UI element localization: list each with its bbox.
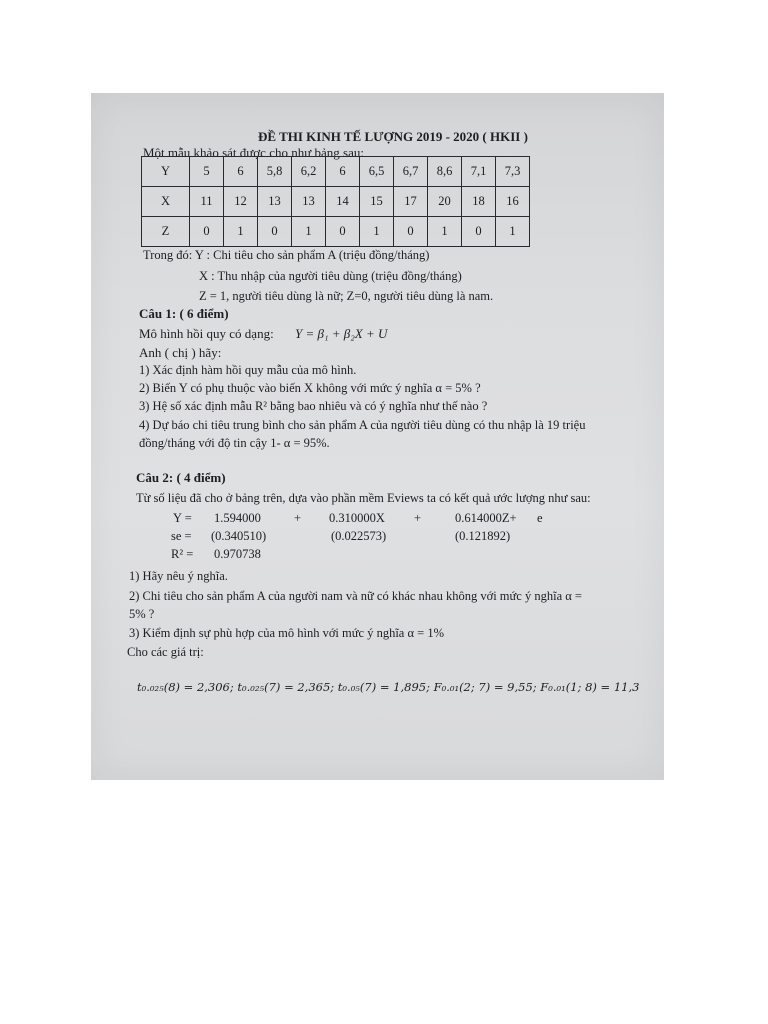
table-cell: 0 [326, 217, 360, 247]
q1-item: 1) Xác định hàm hồi quy mẫu của mô hình. [139, 363, 357, 377]
se-x: (0.022573) [331, 529, 387, 543]
note-y: Trong đó: Y : Chi tiêu cho sản phẩm A (triệu đồng/tháng) [143, 248, 430, 262]
exam-title: ĐỀ THI KINH TẾ LƯỢNG 2019 - 2020 ( HKII ) [258, 129, 528, 144]
q2-intro: Từ số liệu đã cho ở bảng trên, dựa vào phần mềm Eviews ta có kết quả ước lượng như sau: [136, 491, 591, 505]
table-row [142, 187, 530, 217]
q1-item: 2) Biến Y có phụ thuộc vào biến X không với mức ý nghĩa α = 5% ? [139, 381, 481, 395]
table-cell: 5 [190, 157, 224, 187]
table-cell: 0 [190, 217, 224, 247]
q2-item: 2) Chi tiêu cho sản phẩm A của người nam và nữ có khác nhau không với mức ý nghĩa α = [129, 589, 582, 603]
note-z: Z = 1, người tiêu dùng là nữ; Z=0, người tiêu dùng là nam. [199, 289, 494, 303]
table-cell: 7,3 [496, 157, 530, 187]
reg-coef-x: 0.310000X [329, 511, 385, 525]
reg-error: e [537, 511, 543, 525]
q1-model-formula: Y = β₁ + β₂X + U [295, 326, 388, 341]
table-cell: 1 [428, 217, 462, 247]
table-cell: 0 [462, 217, 496, 247]
exam-paper-photo [91, 93, 664, 780]
table-cell: 5,8 [258, 157, 292, 187]
table-cell: 11 [190, 187, 224, 217]
r2-value: 0.970738 [214, 547, 261, 561]
q2-item: 5% ? [129, 607, 155, 621]
table-cell: 1 [292, 217, 326, 247]
q1-item: 4) Dự báo chi tiêu trung bình cho sản phẩm A của người tiêu dùng có thu nhập là 19 triệu [139, 418, 586, 432]
table-cell: 6,5 [360, 157, 394, 187]
reg-coef-z: 0.614000Z+ [455, 511, 517, 525]
data-table [141, 156, 530, 247]
table-cell: 15 [360, 187, 394, 217]
reg-plus: + [294, 511, 302, 525]
q2-item: 3) Kiểm định sự phù hợp của mô hình với mức ý nghĩa α = 1% [129, 626, 444, 640]
table-cell: 13 [258, 187, 292, 217]
reg-y-label: Y = [173, 511, 192, 525]
table-cell: 6 [224, 157, 258, 187]
q1-ask: Anh ( chị ) hãy: [139, 345, 222, 360]
q1-item: 3) Hệ số xác định mẫu R² bằng bao nhiêu và có ý nghĩa như thế nào ? [139, 399, 488, 413]
note-x: X : Thu nhập của người tiêu dùng (triệu đồng/tháng) [199, 269, 462, 283]
table-cell: 7,1 [462, 157, 496, 187]
values-label: Cho các giá trị: [127, 645, 204, 659]
table-cell: 6,2 [292, 157, 326, 187]
table-row [142, 157, 530, 187]
q2-item: 1) Hãy nêu ý nghĩa. [129, 569, 228, 583]
table-cell: 1 [496, 217, 530, 247]
row-label: Y [142, 157, 190, 187]
table-cell: 0 [258, 217, 292, 247]
table-cell: 8,6 [428, 157, 462, 187]
reg-plus: + [414, 511, 422, 525]
se-label: se = [171, 529, 192, 543]
r2-label: R² = [171, 547, 194, 561]
table-cell: 13 [292, 187, 326, 217]
se-intercept: (0.340510) [211, 529, 267, 543]
q1-heading: Câu 1: ( 6 điểm) [139, 306, 229, 321]
table-row [142, 217, 530, 247]
intro-text: Một mẫu khảo sát được cho như bảng sau: [143, 145, 364, 160]
table-cell: 1 [224, 217, 258, 247]
table-cell: 12 [224, 187, 258, 217]
reg-intercept: 1.594000 [214, 511, 261, 525]
table-cell: 6 [326, 157, 360, 187]
table-cell: 6,7 [394, 157, 428, 187]
table-cell: 17 [394, 187, 428, 217]
q2-heading: Câu 2: ( 4 điểm) [136, 470, 226, 485]
row-label: X [142, 187, 190, 217]
table-cell: 1 [360, 217, 394, 247]
critical-values: t₀.₀₂₅(8) = 2,306; t₀.₀₂₅(7) = 2,365; t₀.₀₅(7) = 1,895; F₀.₀₁(2; 7) = 9,55; F₀.₀₁(1; 8) = 11,3 [137, 680, 640, 694]
table-cell: 16 [496, 187, 530, 217]
table-cell: 20 [428, 187, 462, 217]
table-cell: 14 [326, 187, 360, 217]
table-cell: 0 [394, 217, 428, 247]
table-cell: 18 [462, 187, 496, 217]
row-label: Z [142, 217, 190, 247]
se-z: (0.121892) [455, 529, 511, 543]
q1-model-label: Mô hình hồi quy có dạng: [139, 326, 274, 341]
q1-item: đồng/tháng với độ tin cậy 1- α = 95%. [139, 436, 330, 450]
